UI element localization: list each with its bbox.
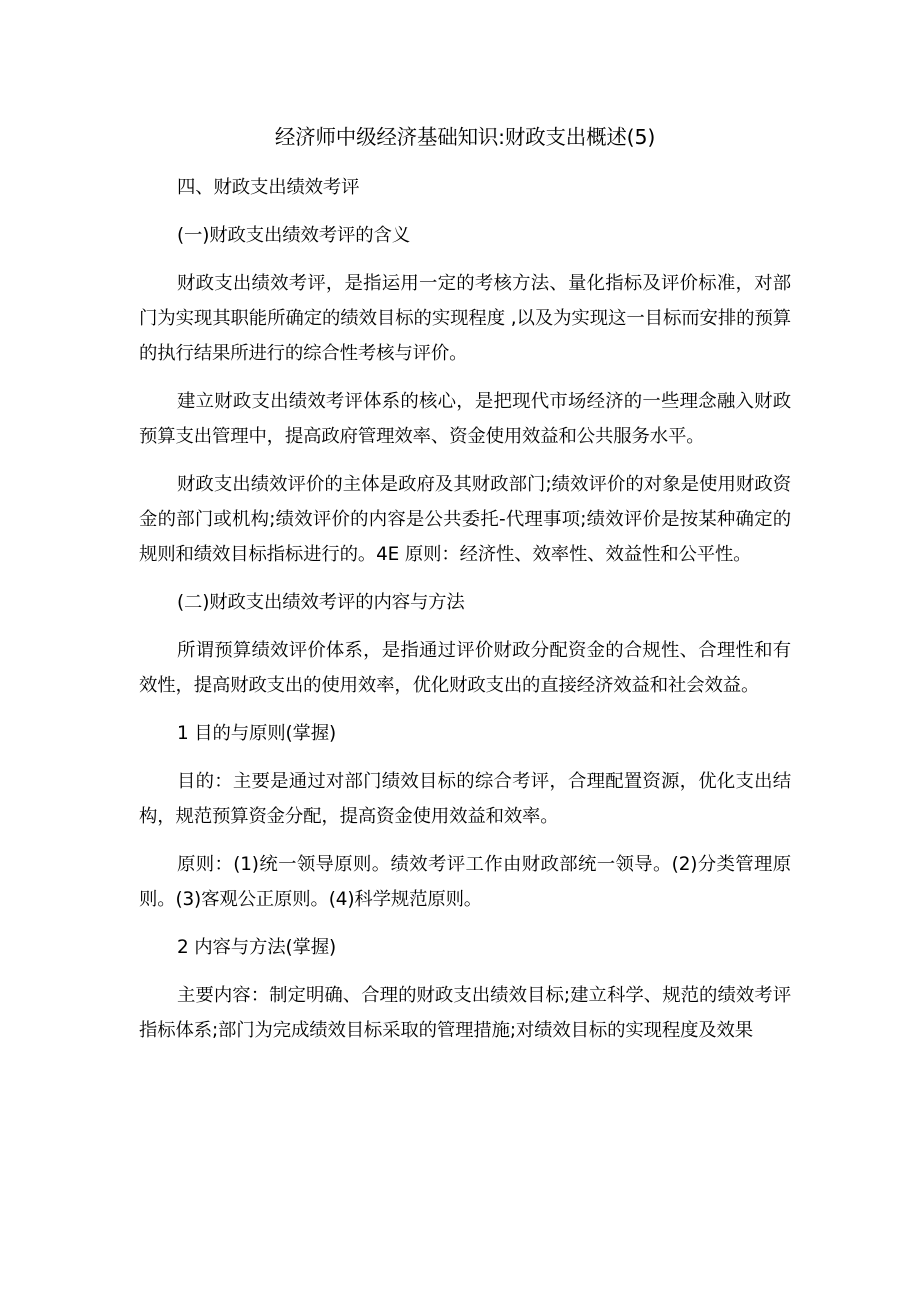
document-body xyxy=(139,118,791,1061)
item-heading-content-method: 2 内容与方法(掌握) xyxy=(177,937,336,958)
paragraph-purpose: 目的：主要是通过对部门绩效目标的综合考评，合理配置资源，优化支出结构，规范预算资金分配，提高资金使用效益和效率。 xyxy=(139,771,791,827)
subsection-heading-content-method: (二)财政支出绩效考评的内容与方法 xyxy=(177,592,465,613)
paragraph-main-content: 主要内容：制定明确、合理的财政支出绩效目标;建立科学、规范的绩效考评指标体系;部门为完成绩效目标采取的管理措施;对绩效目标的实现程度及效果 xyxy=(139,985,791,1041)
paragraph-subject-object: 财政支出绩效评价的主体是政府及其财政部门;绩效评价的对象是使用财政资金的部门或机构;绩效评价的内容是公共委托-代理事项;绩效评价是按某种确定的规则和绩效目标指标进行的。4E 原则：经济性、效率性、效益性和公平性。 xyxy=(139,474,791,565)
section-heading-four: 四、财政支出绩效考评 xyxy=(177,177,360,198)
paragraph-core: 建立财政支出绩效考评体系的核心，是把现代市场经济的一些理念融入财政预算支出管理中，提高政府管理效率、资金使用效益和公共服务水平。 xyxy=(139,391,791,447)
paragraph-definition: 财政支出绩效考评，是指运用一定的考核方法、量化指标及评价标准，对部门为实现其职能所确定的绩效目标的实现程度 ,以及为实现这一目标而安排的预算的执行结果所进行的综合性考核与评价。 xyxy=(139,273,791,364)
item-heading-purpose-principle: 1 目的与原则(掌握) xyxy=(177,723,336,744)
document-title: 经济师中级经济基础知识:财政支出概述(5) xyxy=(274,125,656,149)
paragraph-principles: 原则：(1)统一领导原则。绩效考评工作由财政部统一领导。(2)分类管理原则。(3)客观公正原则。(4)科学规范原则。 xyxy=(139,854,791,910)
subsection-heading-meaning: (一)财政支出绩效考评的含义 xyxy=(177,225,410,246)
paragraph-evaluation-system: 所谓预算绩效评价体系，是指通过评价财政分配资金的合规性、合理性和有效性，提高财政支出的使用效率，优化财政支出的直接经济效益和社会效益。 xyxy=(139,640,791,696)
